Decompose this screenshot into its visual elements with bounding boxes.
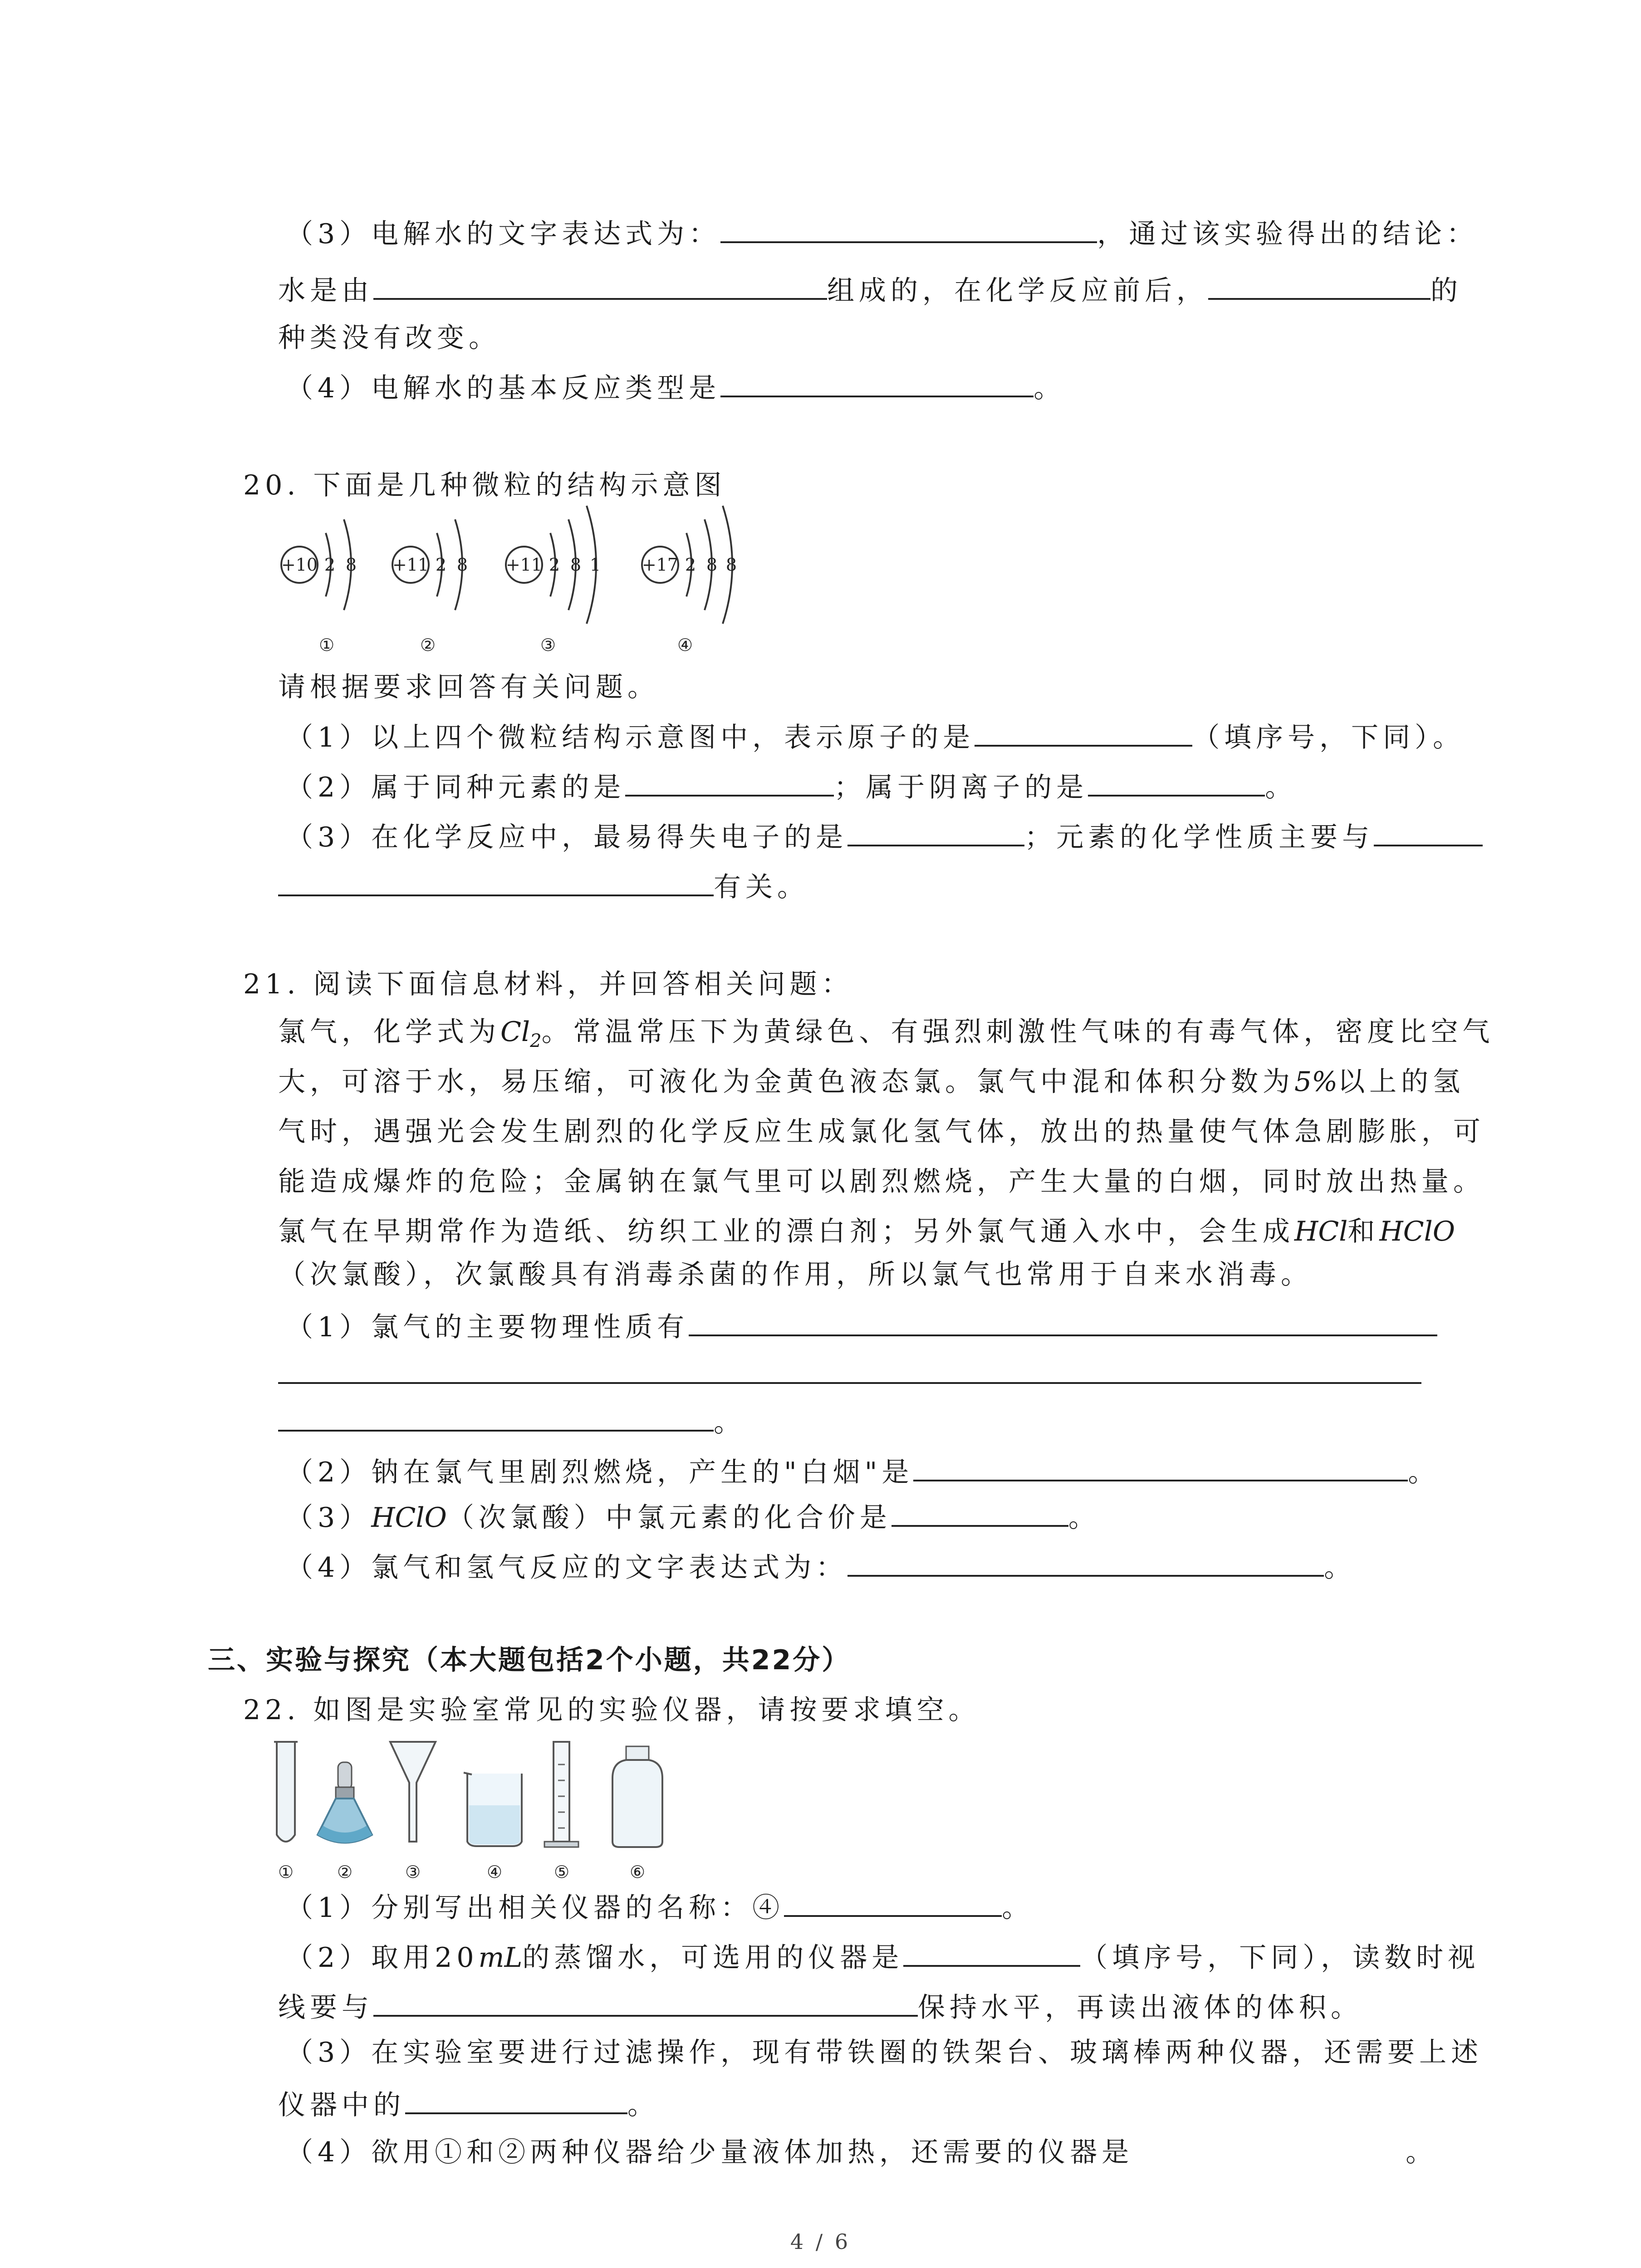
q20-stem: 20. 下面是几种微粒的结构示意图 [243, 469, 726, 501]
q22-p1: （1）分别写出相关仪器的名称：④ 。 [286, 1887, 1034, 1926]
q20-blank-same-element[interactable] [625, 767, 834, 797]
q22-blank-filter[interactable] [405, 2084, 627, 2114]
q22-blank-measure[interactable] [903, 1937, 1080, 1967]
q19-blank-reaction-type[interactable] [720, 367, 1034, 397]
q19-p3-line2: 水是由 组成的，在化学反应前后， 的 [278, 270, 1462, 309]
apparatus-label-3: ③ [405, 1862, 421, 1882]
particle-2-diagram [392, 519, 468, 655]
q21-p3: （3）HClO（次氯酸）中氯元素的化合价是 。 [286, 1497, 1100, 1536]
q21-p1-line1: （1）氯气的主要物理性质有 [286, 1306, 1437, 1345]
atomic-structure-figure [272, 503, 794, 671]
q20-blank-anion[interactable] [1088, 767, 1265, 797]
particle-2-shell-1: 2 [435, 555, 447, 575]
particle-4-shell-1: 2 [685, 555, 696, 575]
q21-blank-physical-3[interactable] [278, 1402, 714, 1432]
particle-3-shell-3: 1 [589, 555, 601, 575]
particle-3-label: ③ [540, 635, 556, 655]
particle-3-diagram [506, 506, 601, 655]
q21-blank-physical-1[interactable] [689, 1306, 1437, 1336]
q21-material-line6: （次氯酸），次氯酸具有消毒杀菌的作用，所以氯气也常用于自来水消毒。 [278, 1259, 1313, 1290]
q20-blank-chem-property-2[interactable] [278, 866, 714, 896]
q19-blank-composition[interactable] [373, 270, 827, 300]
q21-material-line5: 氯气在早期常作为造纸、纺织工业的漂白剂；另外氯气通入水中，会生成HCl和HClO [278, 1216, 1455, 1247]
apparatus-label-1: ① [278, 1862, 294, 1882]
q21-blank-valence[interactable] [892, 1497, 1068, 1527]
q20-blank-easiest[interactable] [847, 816, 1024, 846]
apparatus-label-5: ⑤ [554, 1862, 570, 1882]
q20-blank-atoms[interactable] [975, 717, 1192, 747]
q22-blank-name-4[interactable] [784, 1887, 1002, 1917]
q21-p4: （4）氯气和氢气反应的文字表达式为： 。 [286, 1547, 1356, 1586]
particle-4-label: ④ [677, 635, 693, 655]
q22-p4: （4）欲用①和②两种仪器给少量液体加热，还需要的仪器是 。 [286, 2136, 1438, 2168]
q21-p1-line2 [278, 1354, 1421, 1393]
apparatus-label-2: ② [337, 1862, 353, 1882]
particle-2-nucleus: +11 [392, 555, 429, 575]
page-number: 4 / 6 [790, 2229, 851, 2254]
particle-1-label: ① [318, 635, 335, 655]
q22-p3-line2: 仪器中的 。 [278, 2084, 659, 2123]
particle-3-shell-2: 8 [570, 555, 582, 575]
graduated-cylinder-icon [544, 1742, 578, 1847]
particle-2-label: ② [420, 635, 436, 655]
q20-p1: （1）以上四个微粒结构示意图中，表示原子的是 （填序号，下同）。 [286, 717, 1465, 756]
q20-prompt: 请根据要求回答有关问题。 [278, 671, 659, 703]
particle-4-shell-2: 8 [706, 555, 718, 575]
section-3-title: 三、实验与探究（本大题包括2个小题，共22分） [208, 1644, 851, 1676]
q19-p3-line1: （3）电解水的文字表达式为： ，通过该实验得出的结论： [286, 213, 1478, 252]
q21-blank-word-equation[interactable] [847, 1547, 1324, 1577]
q21-material-line1: 氯气，化学式为$Cl_2$。常温常压下为黄绿色、有强烈刺激性气味的有毒气体，密度比空气 [278, 1016, 1494, 1051]
q20-p2: （2）属于同种元素的是 ；属于阴离子的是 。 [286, 767, 1297, 806]
alcohol-lamp-icon [318, 1762, 372, 1843]
q21-p2: （2）钠在氯气里剧烈燃烧，产生的"白烟"是 。 [286, 1452, 1440, 1491]
test-tube-icon [274, 1742, 298, 1842]
q21-material-line4: 能造成爆炸的危险；金属钠在氯气里可以剧烈燃烧，产生大量的白烟，同时放出热量。 [278, 1166, 1485, 1198]
q22-p3-line1: （3）在实验室要进行过滤操作，现有带铁圈的铁架台、玻璃棒两种仪器，还需要上述 [286, 2037, 1483, 2068]
particle-1-shell-2: 8 [345, 555, 357, 575]
beaker-icon [464, 1773, 522, 1846]
q22-p2-line2: 线要与 保持水平，再读出液体的体积。 [278, 1987, 1362, 2026]
particle-1-shell-1: 2 [324, 555, 336, 575]
particle-4-shell-3: 8 [725, 555, 737, 575]
apparatus-label-4: ④ [486, 1862, 503, 1882]
particle-4-nucleus: +17 [642, 555, 679, 575]
q19-p3-line3: 种类没有改变。 [278, 322, 500, 354]
particle-1-diagram [281, 519, 357, 655]
lab-apparatus-figure [268, 1737, 721, 1887]
q21-material-line3: 气时，遇强光会发生剧烈的化学反应生成氯化氢气体，放出的热量使气体急剧膨胀，可 [278, 1116, 1485, 1148]
q21-blank-physical-2[interactable] [278, 1354, 1421, 1384]
q21-material-line2: 大，可溶于水，易压缩，可液化为金黄色液态氯。氯气中混和体积分数为5%以上的氢 [278, 1066, 1465, 1098]
particle-1-nucleus: +10 [281, 555, 318, 575]
particle-4-diagram [642, 506, 737, 655]
particle-3-nucleus: +11 [505, 555, 543, 575]
q21-blank-white-smoke[interactable] [913, 1452, 1408, 1481]
q21-p1-line3: 。 [278, 1402, 745, 1441]
q20-p3-line2: 有关。 [278, 866, 809, 905]
q22-blank-level[interactable] [373, 1987, 918, 2017]
q19-blank-equation[interactable] [720, 213, 1097, 243]
q22-stem: 22. 如图是实验室常见的实验仪器，请按要求填空。 [243, 1694, 980, 1726]
reagent-bottle-icon [612, 1746, 662, 1847]
funnel-icon [390, 1742, 436, 1842]
particle-3-shell-1: 2 [549, 555, 560, 575]
q20-p3-line1: （3）在化学反应中，最易得失电子的是 ；元素的化学性质主要与 [286, 816, 1483, 855]
particle-2-shell-2: 8 [456, 555, 468, 575]
q20-blank-chem-property-1[interactable] [1374, 816, 1483, 846]
q19-p4: （4）电解水的基本反应类型是 。 [286, 367, 1065, 406]
q21-stem: 21. 阅读下面信息材料，并回答相关问题： [243, 968, 853, 1000]
q22-p2-line1: （2）取用20mL的蒸馏水，可选用的仪器是 （填序号，下同），读数时视 [286, 1937, 1479, 1976]
q19-blank-unchanged[interactable] [1208, 270, 1430, 300]
apparatus-label-6: ⑥ [629, 1862, 646, 1882]
